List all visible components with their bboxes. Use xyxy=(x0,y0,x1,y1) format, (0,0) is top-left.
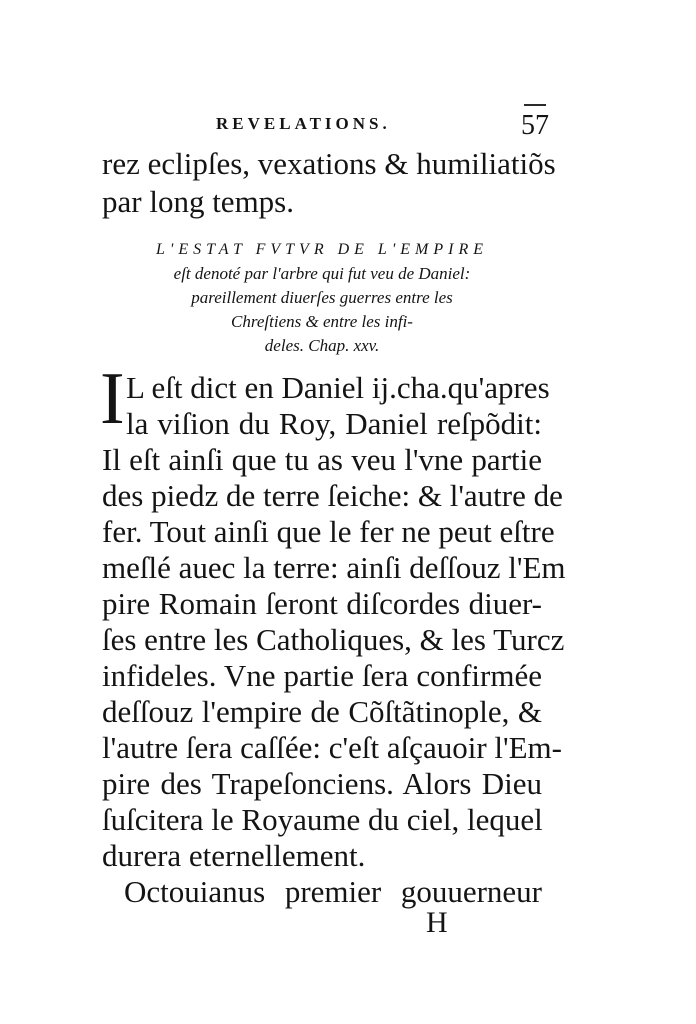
signature-mark: H xyxy=(426,906,448,939)
page-number: 57 xyxy=(521,110,549,141)
body-line: la viſion du Roy, Daniel reſpõdit: xyxy=(126,406,542,441)
body-line: pire des Trapeſonciens. Alors Dieu xyxy=(102,766,542,801)
chapter-heading-line: Chreſtiens & entre les infi- xyxy=(231,312,413,331)
body-line: durera eternellement. xyxy=(102,838,366,873)
chapter-heading-line: deles. Chap. xxv. xyxy=(264,336,380,355)
body-line: pire Romain ſeront diſcordes diuer- xyxy=(102,586,542,621)
catchword-line: Octouianus premier gouuerneur xyxy=(124,874,542,909)
chapter-heading-line: L'ESTAT FVTVR DE L'EMPIRE xyxy=(156,241,488,258)
body-line: Il eſt ainſi que tu as veu l'vne partie xyxy=(102,442,542,477)
body-line: des piedz de terre ſeiche: & l'autre de xyxy=(102,478,563,513)
body-line: ſuſcitera le Royaume du ciel, lequel xyxy=(102,802,543,837)
drop-initial: I xyxy=(100,358,125,440)
header-rule xyxy=(524,104,546,106)
continuation-line: par long temps. xyxy=(102,184,294,219)
running-title: REVELATIONS. xyxy=(216,114,391,133)
continuation-line: rez eclipſes, vexations & humiliatiõs xyxy=(102,146,556,181)
body-line: fer. Tout ainſi que le fer ne peut eſtre xyxy=(102,514,555,549)
chapter-heading-line: pareillement diuerſes guerres entre les xyxy=(191,288,453,307)
chapter-heading-line: eſt denoté par l'arbre qui fut veu de Daniel: xyxy=(173,264,471,283)
body-line: meſlé auec la terre: ainſi deſſouz l'Em xyxy=(102,550,566,585)
body-line: l'autre ſera caſſée: c'eſt aſçauoir l'Em- xyxy=(102,730,562,765)
body-line: infideles. Vne partie ſera confirmée xyxy=(102,658,542,693)
body-line: L eſt dict en Daniel ij.cha.qu'apres xyxy=(126,370,550,405)
body-line: deſſouz l'empire de Cõſtãtinople, & xyxy=(102,694,542,729)
body-line: ſes entre les Catholiques, & les Turcz xyxy=(102,622,565,657)
